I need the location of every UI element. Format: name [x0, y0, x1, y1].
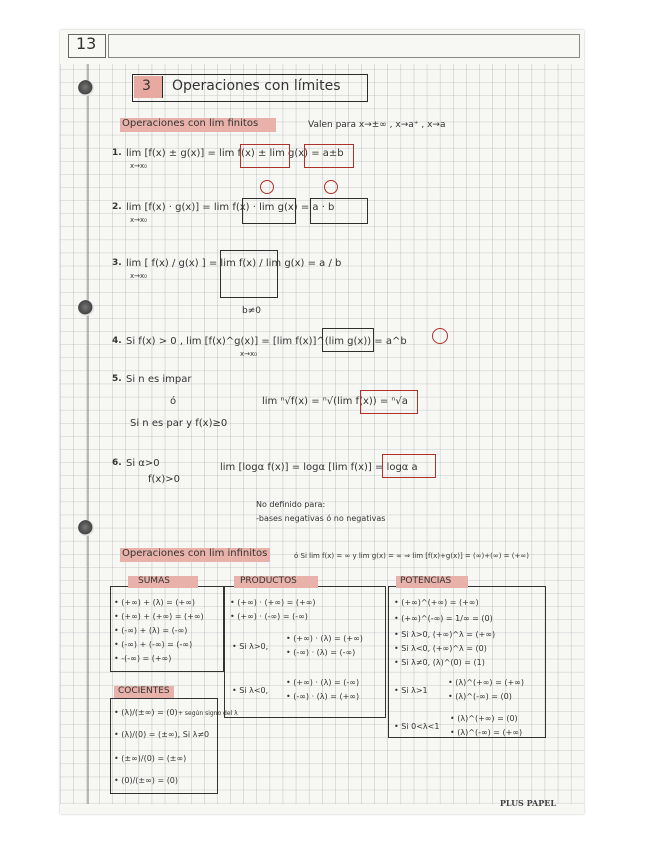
formula-sub: x→x₀ — [240, 350, 257, 358]
limit-box — [242, 198, 296, 224]
cocientes-row: • (±∞)/(0) = (±∞) — [114, 754, 187, 763]
note-bases: -bases negativas ó no negativas — [256, 514, 386, 523]
condition-f-positive: f(x)>0 — [148, 474, 180, 485]
potencias-row: • (λ)^(+∞) = (0) — [450, 714, 518, 723]
notebook-page — [60, 30, 584, 814]
item-number: 5. — [112, 374, 122, 384]
cocientes-title: COCIENTES — [118, 686, 170, 696]
potencias-row: • (λ)^(+∞) = (+∞) — [448, 678, 524, 687]
potencias-cond: • Si 0<λ<1 — [394, 722, 440, 731]
potencias-row: • (λ)^(-∞) = (0) — [448, 692, 512, 701]
section2-note: ó Si lim f(x) = ∞ y lim g(x) = ∞ ⇒ lim [f(x)+g(x)] = (∞)+(∞) = (+∞) — [294, 552, 529, 560]
productos-cond: • Si λ>0, — [232, 642, 269, 651]
formula-sub: x→x₀ — [130, 162, 147, 170]
formula-quotient: lim [ f(x) / g(x) ] = lim f(x) / lim g(x) = a / b — [126, 258, 342, 269]
productos-cond: • Si λ<0, — [232, 686, 269, 695]
productos-row: • (+∞) · (λ) = (-∞) — [286, 678, 360, 687]
sumas-row: • (+∞) + (+∞) = (+∞) — [114, 612, 204, 621]
sumas-row: • (+∞) + (λ) = (+∞) — [114, 598, 196, 607]
page-title: Operaciones con límites — [172, 78, 341, 94]
highlight-box — [304, 144, 354, 168]
circled-a — [260, 180, 274, 194]
formula-product: lim [f(x) · g(x)] = lim f(x) · lim g(x) = a · b — [126, 202, 335, 213]
limit-box — [322, 328, 374, 352]
section1-note: Valen para x→±∞ , x→a⁺ , x→a — [308, 120, 446, 130]
potencias-row: • (+∞)^(-∞) = 1/∞ = (0) — [394, 614, 493, 623]
potencias-cond: • Si λ>1 — [394, 686, 428, 695]
cocientes-row: • (λ)/(0) = (±∞), Si λ≠0 — [114, 730, 210, 739]
binder-hole — [78, 520, 94, 536]
sumas-title: SUMAS — [138, 576, 170, 586]
cocientes-row: • (λ)/(±∞) = (0) — [114, 708, 178, 717]
note-undefined: No definido para: — [256, 500, 326, 509]
productos-row: • (+∞) · (+∞) = (+∞) — [230, 598, 316, 607]
formula-sum: lim [f(x) ± g(x)] = lim f(x) ± lim g(x) = a±b — [126, 148, 344, 159]
formula-power: Si f(x) > 0 , lim [f(x)^g(x)] = [lim f(x)]^(lim g(x)) = a^b — [126, 336, 407, 347]
sumas-row: • (-∞) + (-∞) = (-∞) — [114, 640, 193, 649]
item-number: 3. — [112, 258, 122, 268]
potencias-row: • (+∞)^(+∞) = (+∞) — [394, 598, 479, 607]
condition-odd: Si n es impar — [126, 374, 192, 385]
cocientes-row: • (0)/(±∞) = (0) — [114, 776, 179, 785]
potencias-row: • (λ)^(-∞) = (+∞) — [450, 728, 523, 737]
productos-row: • (+∞) · (-∞) = (-∞) — [230, 612, 308, 621]
productos-row: • (-∞) · (λ) = (-∞) — [286, 648, 356, 657]
potencias-row: • Si λ≠0, (λ)^(0) = (1) — [394, 658, 485, 667]
productos-title: PRODUCTOS — [240, 576, 297, 586]
sumas-row: • -(-∞) = (+∞) — [114, 654, 172, 663]
productos-row: • (+∞) · (λ) = (+∞) — [286, 634, 363, 643]
condition-or: ó — [170, 396, 177, 407]
title-number: 3 — [142, 78, 151, 94]
productos-row: • (-∞) · (λ) = (+∞) — [286, 692, 360, 701]
section2-heading: Operaciones con lim infinitos — [122, 548, 268, 559]
formula-sub: x→x₀ — [130, 272, 147, 280]
circled-a-power-b — [432, 328, 448, 344]
formula-sub: x→x₀ — [130, 216, 147, 224]
condition-b-nonzero: b≠0 — [242, 306, 261, 316]
limit-box — [220, 250, 278, 298]
formula-log: lim [logα f(x)] = logα [lim f(x)] = logα a — [220, 462, 418, 473]
item-number: 4. — [112, 336, 122, 346]
brand-label: PLUS PAPEL — [499, 798, 556, 808]
highlight-box — [360, 390, 418, 414]
item-number: 2. — [112, 202, 122, 212]
item-number: 1. — [112, 148, 122, 158]
binder-hole — [78, 80, 94, 96]
item-number: 6. — [112, 458, 122, 468]
binder-hole — [78, 300, 94, 316]
header-field — [108, 34, 580, 58]
limit-box — [310, 198, 368, 224]
highlight-box — [382, 454, 436, 478]
potencias-title: POTENCIAS — [400, 576, 452, 586]
cocientes-side-note: + según signo del λ — [178, 710, 238, 717]
condition-alpha: Si α>0 — [126, 458, 160, 469]
sumas-row: • (-∞) + (λ) = (-∞) — [114, 626, 188, 635]
highlight-box — [240, 144, 290, 168]
potencias-row: • Si λ>0, (+∞)^λ = (+∞) — [394, 630, 496, 639]
section1-heading: Operaciones con lim finitos — [122, 118, 259, 129]
condition-even: Si n es par y f(x)≥0 — [130, 418, 228, 429]
page-number: 13 — [76, 34, 97, 53]
circled-b — [324, 180, 338, 194]
potencias-row: • Si λ<0, (+∞)^λ = (0) — [394, 644, 487, 653]
formula-root: lim ⁿ√f(x) = ⁿ√(lim f(x)) = ⁿ√a — [262, 396, 408, 407]
